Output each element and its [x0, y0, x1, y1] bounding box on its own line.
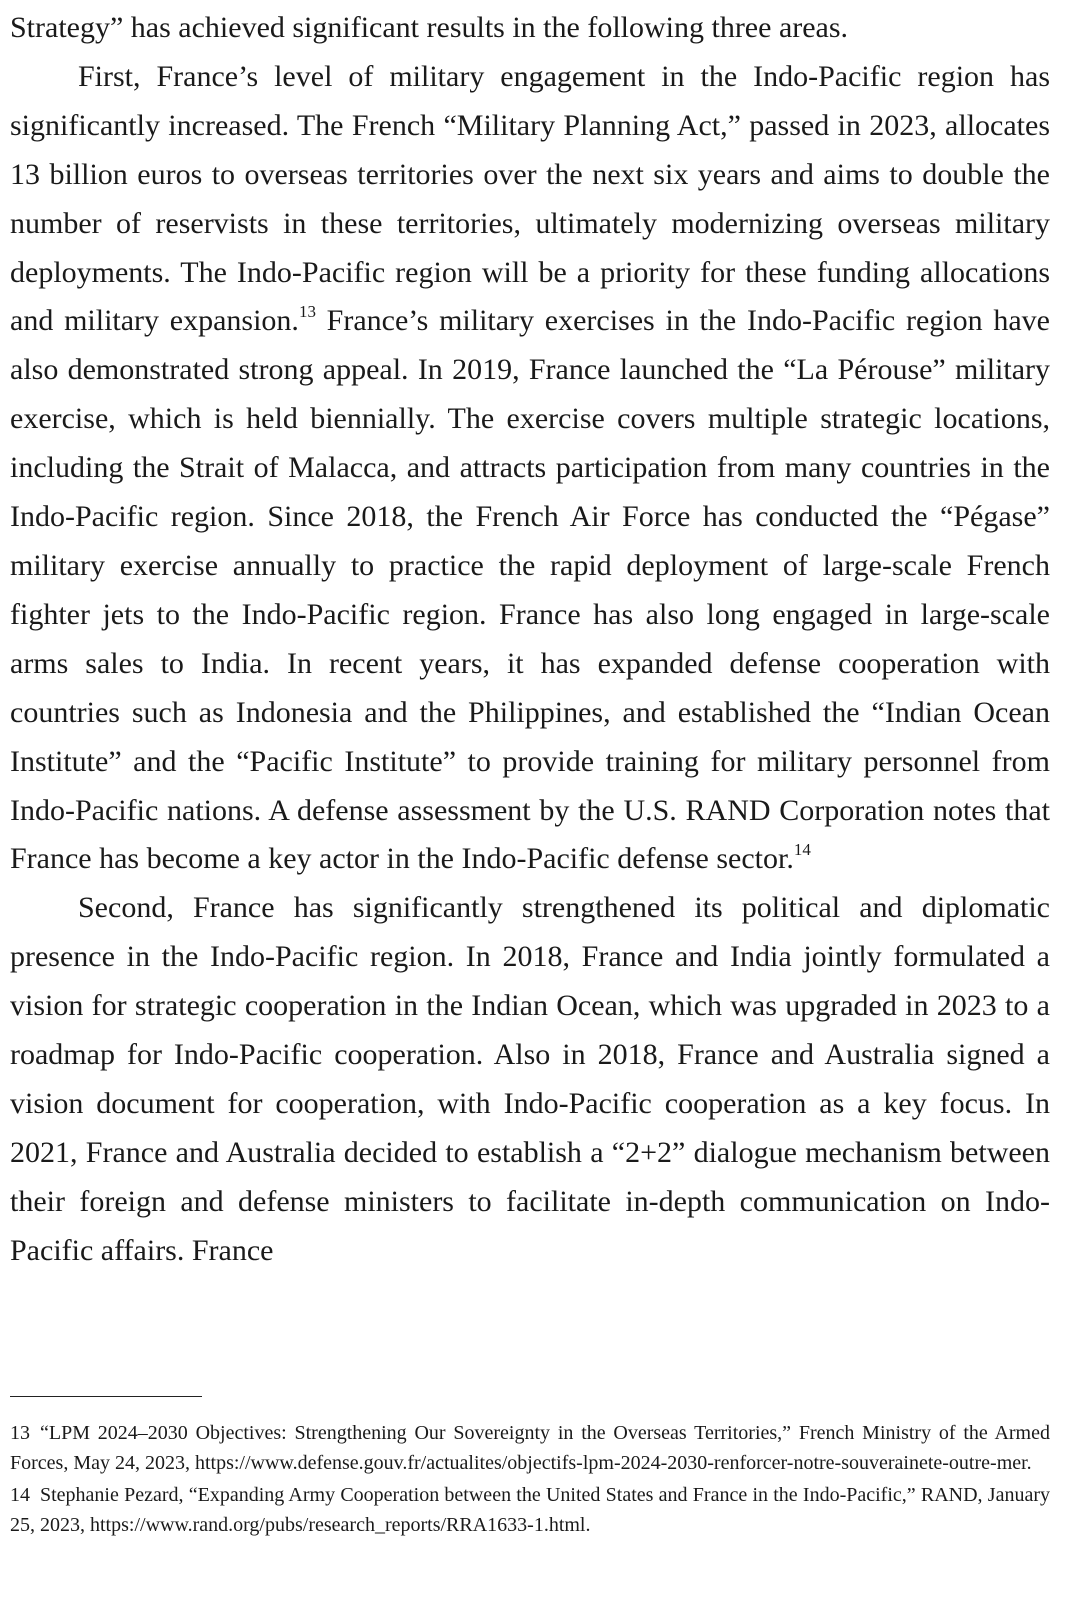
footnote-text: “LPM 2024–2030 Objectives: Strengthening Our Sovereignty in the Overseas Territories,” French Ministry of the Armed Forces, May 24, 2023, https://www.defense.gouv.fr/actualites/objectifs-lpm-2024-2030-renforcer-notre-souverainete-outre-mer.	[10, 1422, 1050, 1474]
footnotes	[10, 1418, 1050, 1542]
paragraph-text: First, France’s level of military engagement in the Indo-Pacific region has significantly increased. The French “Military Planning Act,” passed in 2023, allocates 13 billion euros to overseas territories over the next six years and aims to double the number of reservists in these territories, ultimately modernizing overseas military deployments. The Indo-Pacific region will be a priority for these funding allocations and military expansion.	[10, 59, 1050, 338]
paragraph-text: Second, France has significantly strengthened its political and diplomatic presence in the Indo-Pacific region. In 2018, France and India jointly formulated a vision for strategic cooperation in the Indian Ocean, which was upgraded in 2023 to a roadmap for Indo-Pacific cooperation. Also in 2018, France and Australia signed a vision document for cooperation, with Indo-Pacific cooperation as a key focus. In 2021, France and Australia decided to establish a “2+2” dialogue mechanism between their foreign and defense ministers to facilitate in-depth communication on Indo-Pacific affairs. France	[10, 891, 1050, 1267]
footnote-divider	[10, 1396, 202, 1397]
footnote-13	[10, 1418, 1050, 1478]
paragraph-text: France’s military exercises in the Indo-Pacific region have also demonstrated strong appeal. In 2019, France launched the “La Pérouse” military exercise, which is held biennially. The exercise covers multiple strategic locations, including the Strait of Malacca, and attracts participation from many countries in the Indo-Pacific region. Since 2018, the French Air Force has conducted the “Pégase” military exercise annually to practice the rapid deployment of large-scale French fighter jets to the Indo-Pacific region. France has also long engaged in large-scale arms sales to India. In recent years, it has expanded defense cooperation with countries such as Indonesia and the Philippines, and established the “Indian Ocean Institute” and the “Pacific Institute” to provide training for military personnel from Indo-Pacific nations. A defense assessment by the U.S. RAND Corporation notes that France has become a key actor in the Indo-Pacific defense sector.	[10, 304, 1051, 876]
paragraph-3	[10, 884, 1050, 1275]
document-page	[10, 4, 1050, 1276]
paragraph-2	[10, 53, 1050, 884]
footnote-14	[10, 1480, 1050, 1540]
paragraph-1	[10, 4, 1050, 53]
body-text	[10, 4, 1050, 1276]
footnote-text: Stephanie Pezard, “Expanding Army Cooperation between the United States and France in the Indo-Pacific,” RAND, January 25, 2023, https://www.rand.org/pubs/research_reports/RRA1633-1.html.	[10, 1484, 1050, 1536]
footnote-ref-13[interactable]: 13	[298, 302, 316, 322]
footnote-number: 14	[10, 1484, 30, 1506]
footnote-ref-14[interactable]: 14	[793, 840, 811, 860]
paragraph-text: Strategy” has achieved significant results in the following three areas.	[10, 11, 849, 44]
footnote-number: 13	[10, 1422, 30, 1444]
